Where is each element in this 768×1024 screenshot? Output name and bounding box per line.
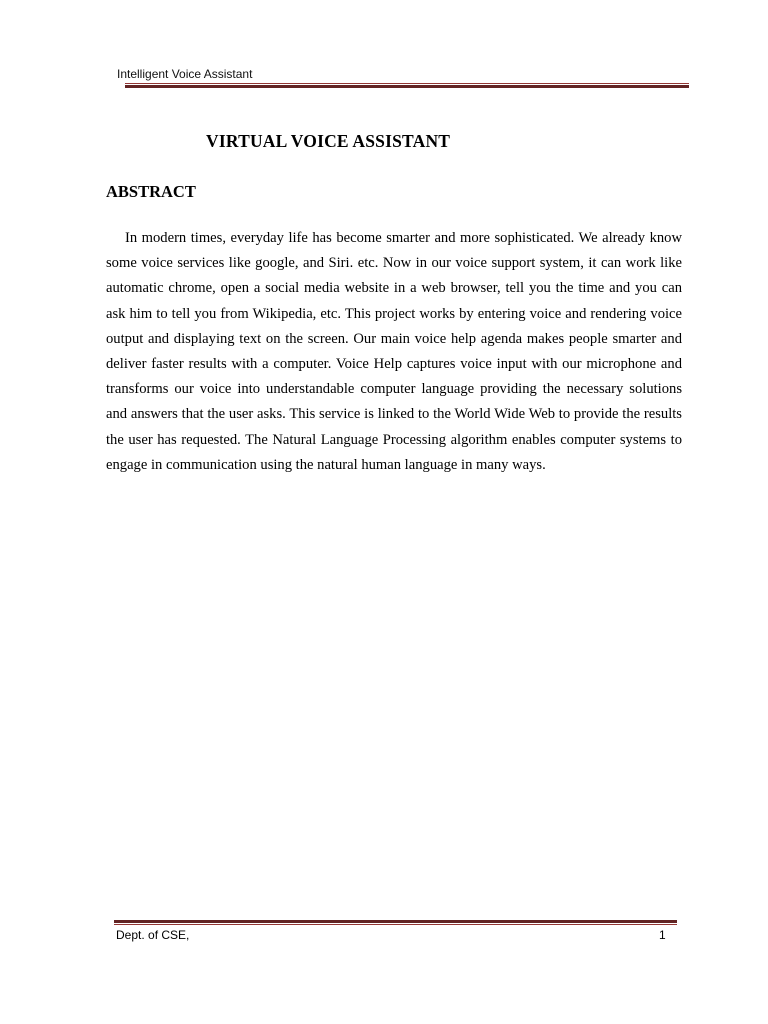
running-header: Intelligent Voice Assistant <box>117 67 253 81</box>
page-number: 1 <box>659 928 666 942</box>
section-heading: ABSTRACT <box>106 182 196 201</box>
abstract-paragraph: In modern times, everyday life has become smarter and more sophisticated. We already know some voice services like google, and Siri. etc. Now in our voice support system, it can work like automatic chrome, open a social media website in a web browser, tell you the time and you can ask him to tell you from Wikipedia, etc. This project works by entering voice and rendering voice output and displaying text on the screen. Our main voice help agenda makes people smarter and deliver faster results with a computer. Voice Help captures voice input with our microphone and transforms our voice into understandable computer language providing the necessary solutions and answers that the user asks. This service is linked to the World Wide Web to provide the results the user has requested. The Natural Language Processing algorithm enables computer systems to engage in communication using the natural human language in many ways. <box>106 230 682 473</box>
document-title: VIRTUAL VOICE ASSISTANT <box>206 131 451 151</box>
footer-department: Dept. of CSE, <box>116 928 190 942</box>
